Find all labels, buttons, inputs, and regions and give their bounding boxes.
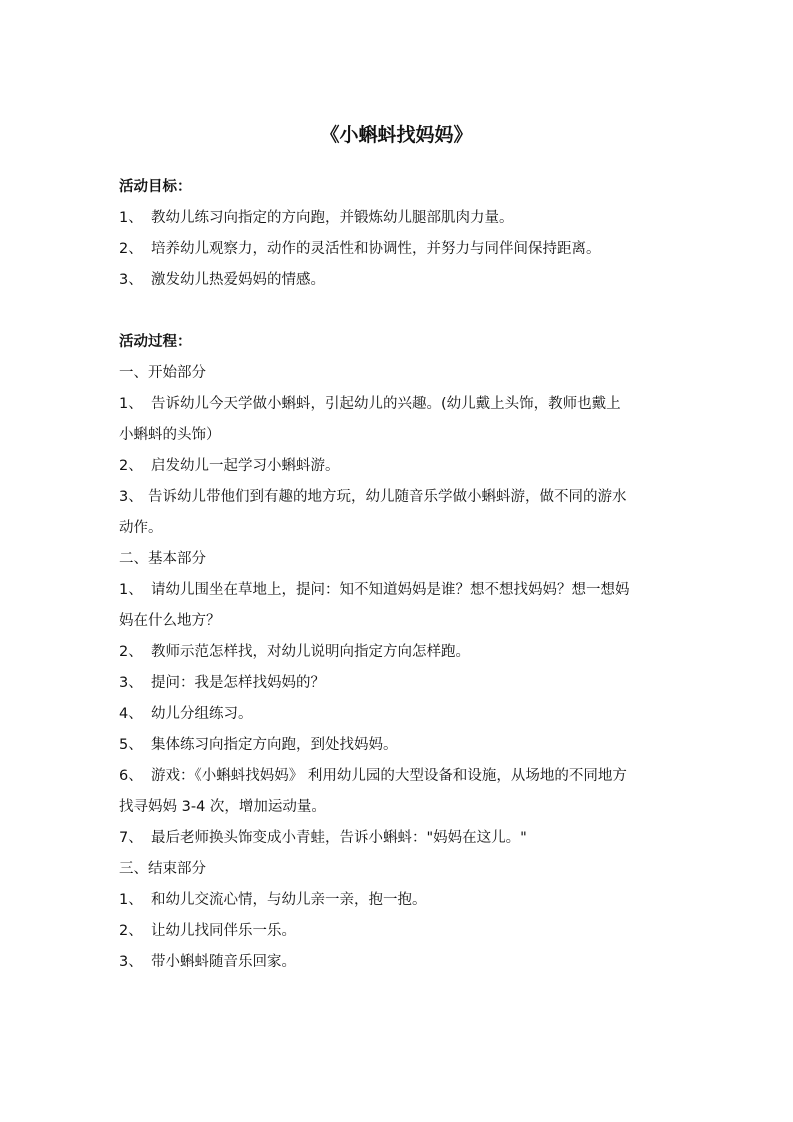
item-number: 3、 <box>119 954 143 970</box>
step-item <box>119 761 679 792</box>
item-text: 请幼儿围坐在草地上，提问：知不知道妈妈是谁？想不想找妈妈？想一想妈 <box>151 582 630 598</box>
item-number: 6、 <box>119 768 143 784</box>
item-number: 2、 <box>119 644 143 660</box>
item-number: 3、 <box>119 489 143 505</box>
item-number: 5、 <box>119 737 143 753</box>
item-number: 3、 <box>119 675 143 691</box>
goals-heading: 活动目标： <box>119 179 192 195</box>
item-text: 告诉幼儿今天学做小蝌蚪，引起幼儿的兴趣。(幼儿戴上头饰，教师也戴上 <box>151 396 621 412</box>
step-item-continuation: 妈在什么地方？ <box>119 613 221 629</box>
step-item <box>119 668 679 699</box>
step-item <box>119 482 679 513</box>
item-number: 3、 <box>119 272 143 288</box>
item-number: 1、 <box>119 396 143 412</box>
item-number: 1、 <box>119 582 143 598</box>
goal-item <box>119 265 679 296</box>
step-item <box>119 730 679 761</box>
item-number: 7、 <box>119 830 143 846</box>
step-item <box>119 575 679 606</box>
item-number: 2、 <box>119 923 143 939</box>
step-item-continuation: 找寻妈妈 3-4 次，增加运动量。 <box>119 799 326 815</box>
step-item-continuation: 动作。 <box>119 520 163 536</box>
document-title: 《小蝌蚪找妈妈》 <box>320 124 473 146</box>
item-text: 最后老师换头饰变成小青蛙，告诉小蝌蚪："妈妈在这儿。" <box>151 830 527 846</box>
goal-item <box>119 203 679 234</box>
item-text: 和幼儿交流心情，与幼儿亲一亲，抱一抱。 <box>151 892 427 908</box>
item-number: 1、 <box>119 210 143 226</box>
step-item <box>119 823 679 854</box>
item-text: 激发幼儿热爱妈妈的情感。 <box>151 272 325 288</box>
part-title: 三、结束部分 <box>119 861 206 877</box>
step-item <box>119 637 679 668</box>
item-number: 4、 <box>119 706 143 722</box>
step-item <box>119 389 679 420</box>
item-text: 教师示范怎样找，对幼儿说明向指定方向怎样跑。 <box>151 644 470 660</box>
goal-item <box>119 234 679 265</box>
item-text: 提问：我是怎样找妈妈的？ <box>151 675 325 691</box>
item-text: 游戏：《小蝌蚪找妈妈》 利用幼儿园的大型设备和设施，从场地的不同地方 <box>151 768 627 784</box>
step-item-continuation: 小蝌蚪的头饰） <box>119 427 221 443</box>
step-item <box>119 451 679 482</box>
part-title: 一、开始部分 <box>119 365 206 381</box>
item-text: 告诉幼儿带他们到有趣的地方玩，幼儿随音乐学做小蝌蚪游，做不同的游水 <box>148 489 627 505</box>
item-text: 培养幼儿观察力，动作的灵活性和协调性，并努力与同伴间保持距离。 <box>151 241 601 257</box>
item-text: 带小蝌蚪随音乐回家。 <box>151 954 296 970</box>
step-item <box>119 947 679 978</box>
step-item <box>119 699 679 730</box>
item-text: 集体练习向指定方向跑，到处找妈妈。 <box>151 737 398 753</box>
step-item <box>119 885 679 916</box>
process-heading: 活动过程： <box>119 334 192 350</box>
section-gap <box>119 296 679 327</box>
document-body <box>119 172 679 978</box>
item-number: 2、 <box>119 458 143 474</box>
item-number: 2、 <box>119 241 143 257</box>
item-text: 幼儿分组练习。 <box>151 706 253 722</box>
item-text: 让幼儿找同伴乐一乐。 <box>151 923 296 939</box>
step-item <box>119 916 679 947</box>
part-title: 二、基本部分 <box>119 551 206 567</box>
item-number: 1、 <box>119 892 143 908</box>
item-text: 启发幼儿一起学习小蝌蚪游。 <box>151 458 340 474</box>
item-text: 教幼儿练习向指定的方向跑，并锻炼幼儿腿部肌肉力量。 <box>151 210 514 226</box>
